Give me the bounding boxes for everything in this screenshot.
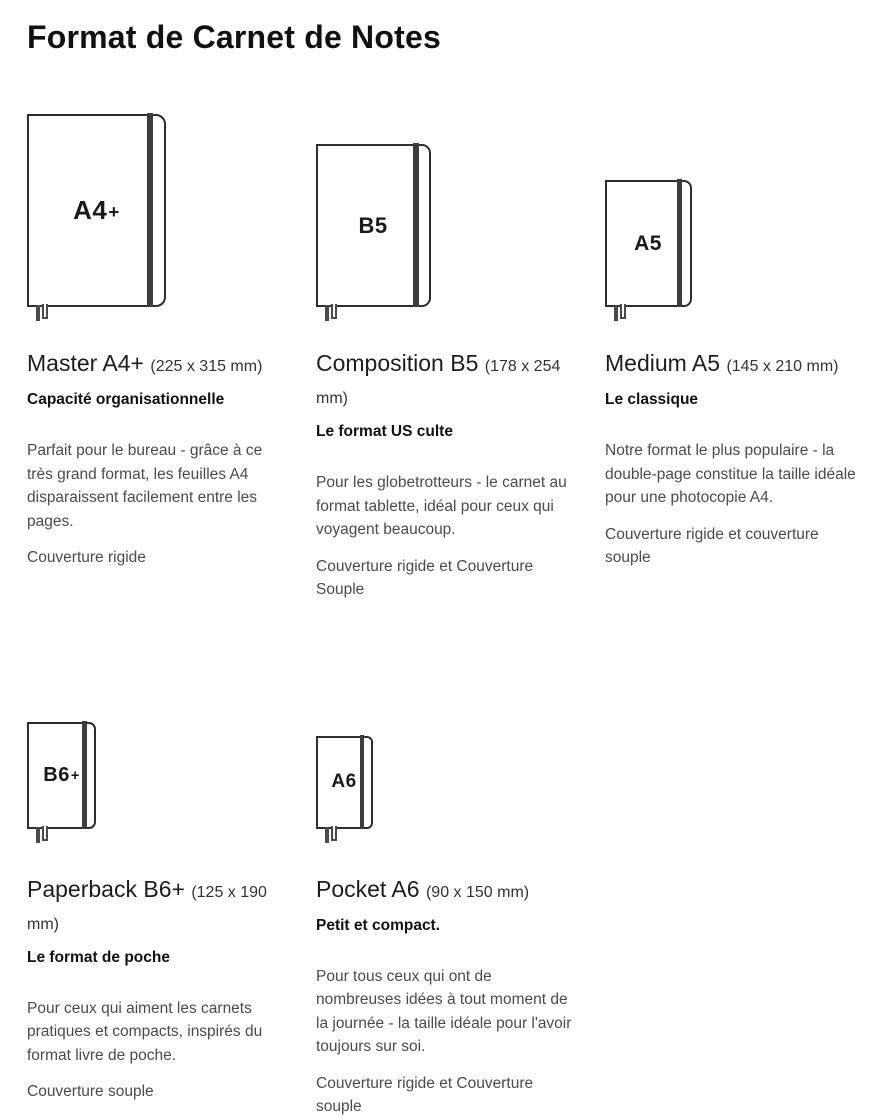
format-tagline: Le format US culte <box>316 423 453 440</box>
format-description: Pour ceux qui aiment les carnets pratiques et compacts, inspirés du format livre de poche. <box>27 999 263 1064</box>
format-name: Composition B5 <box>316 350 479 376</box>
format-heading <box>316 349 578 413</box>
notebook-size-text: A6 <box>331 771 357 792</box>
format-covers: Couverture rigide et Couverture Souple <box>316 557 534 598</box>
notebook-size-text: B5 <box>358 212 388 238</box>
plus-sign: + <box>108 201 120 222</box>
format-dimensions: (90 x 150 mm) <box>425 883 530 901</box>
format-heading <box>605 349 867 381</box>
format-name: Master A4+ <box>27 350 144 376</box>
notebook-size-label <box>331 771 357 793</box>
format-dimensions: (145 x 210 mm) <box>726 358 839 375</box>
notebook-figure <box>27 722 289 829</box>
notebook-size-text: A4 <box>73 195 108 225</box>
elastic-band <box>360 735 364 829</box>
elastic-band <box>147 113 153 307</box>
format-name: Medium A5 <box>605 350 721 376</box>
format-description: Notre format le plus populaire - la double-page constitue la taille idéale pour une photocopie A4. <box>605 442 856 506</box>
format-covers: Couverture rigide <box>27 549 146 566</box>
bookmark-ribbon-light <box>331 304 337 319</box>
notebook-size-label <box>358 213 388 239</box>
elastic-band <box>413 143 419 307</box>
formats-row-1 <box>27 114 890 602</box>
format-card-pocket-a6 <box>316 722 578 1119</box>
bookmark-ribbon-light <box>620 304 626 319</box>
bookmark-ribbon-light <box>331 826 337 841</box>
bookmark-ribbon-light <box>42 304 48 319</box>
format-description: Pour les globetrotteurs - le carnet au format tablette, idéal pour ceux qui voyagent beaucoup. <box>316 474 567 538</box>
format-dimensions: (178 x 254 mm) <box>316 358 561 407</box>
format-covers: Couverture rigide et couverture souple <box>605 525 819 566</box>
format-heading <box>27 875 289 939</box>
notebook-size-label <box>634 232 663 256</box>
format-covers: Couverture souple <box>27 1083 154 1100</box>
page-title: Format de Carnet de Notes <box>27 19 441 55</box>
format-description: Pour tous ceux qui ont de nombreuses idées à tout moment de la journée - la taille idéale pour l'avoir toujours sur soi. <box>316 967 572 1055</box>
format-tagline: Capacité organisationnelle <box>27 391 225 408</box>
formats-row-2 <box>27 722 890 1119</box>
bookmark-ribbon-dark <box>614 305 618 321</box>
notebook-figure <box>605 114 867 307</box>
format-card-paperback-b6plus <box>27 722 289 1104</box>
format-dimensions: (225 x 315 mm) <box>150 358 263 375</box>
notebook-size-text: B6 <box>43 763 70 786</box>
notebook-illustration-b6plus <box>27 722 96 829</box>
format-card-medium-a5 <box>605 114 867 570</box>
bookmark-ribbon-dark <box>36 827 40 843</box>
format-name: Paperback B6+ <box>27 875 185 902</box>
notebook-figure <box>316 114 578 307</box>
notebook-illustration-b5 <box>316 144 431 307</box>
format-tagline: Petit et compact. <box>316 916 441 934</box>
bookmark-ribbon-light <box>42 826 48 841</box>
bookmark-ribbon-dark <box>325 305 329 321</box>
format-heading <box>316 875 578 907</box>
bookmark-ribbon-dark <box>325 827 329 843</box>
format-description: Parfait pour le bureau - grâce à ce très grand format, les feuilles A4 disparaissent facilement entre les pages. <box>27 442 263 530</box>
notebook-size-label <box>73 195 120 226</box>
format-dimensions: (125 x 190 mm) <box>27 883 267 933</box>
format-covers: Couverture rigide et Couverture souple <box>316 1074 534 1115</box>
notebook-figure <box>27 114 289 307</box>
format-tagline: Le format de poche <box>27 948 170 966</box>
notebook-illustration-a5 <box>605 180 692 307</box>
bookmark-ribbon-dark <box>36 305 40 321</box>
notebook-figure <box>316 722 578 829</box>
format-heading <box>27 349 289 381</box>
notebook-size-label <box>43 764 79 787</box>
elastic-band <box>677 179 682 307</box>
format-card-composition-b5 <box>316 114 578 602</box>
format-card-master-a4plus <box>27 114 289 570</box>
notebook-illustration-a6 <box>316 736 373 829</box>
elastic-band <box>82 721 87 829</box>
plus-sign: + <box>70 767 80 784</box>
format-name: Pocket A6 <box>316 875 420 902</box>
notebook-size-text: A5 <box>634 231 662 255</box>
format-tagline: Le classique <box>605 391 699 408</box>
notebook-illustration-a4plus <box>27 114 166 307</box>
